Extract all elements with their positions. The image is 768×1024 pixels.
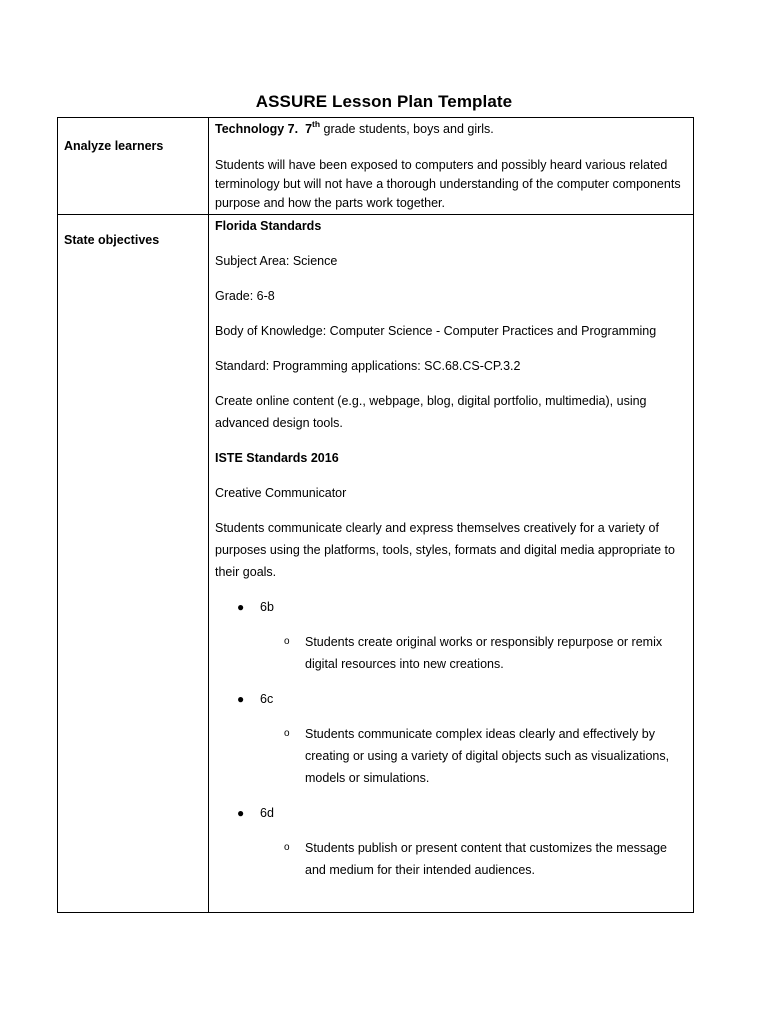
standard-code: Standard: Programming applications: SC.68.CS-CP.3.2 bbox=[215, 359, 521, 373]
list-item bbox=[215, 631, 689, 675]
standard-code-6c: 6c bbox=[260, 692, 274, 706]
list-item bbox=[215, 596, 689, 618]
grade-range: Grade: 6-8 bbox=[215, 289, 275, 303]
list-item bbox=[215, 802, 689, 824]
list-item bbox=[215, 723, 689, 789]
list-item bbox=[215, 837, 689, 881]
standard-code-6b: 6b bbox=[260, 600, 274, 614]
course-line bbox=[215, 120, 689, 139]
bullet-icon: ● bbox=[237, 692, 245, 706]
grade-number: 7 bbox=[305, 122, 313, 136]
body-of-knowledge: Body of Knowledge: Computer Science - Computer Practices and Programming bbox=[215, 324, 657, 338]
florida-standards-heading: Florida Standards bbox=[215, 219, 322, 233]
state-objectives-label: State objectives bbox=[58, 215, 209, 912]
state-objectives-content bbox=[209, 215, 693, 912]
communicator-description: Students communicate clearly and express themselves creatively for a variety of purposes using the platforms, tools, styles, formats and digital media appropriate to their goals. bbox=[215, 521, 675, 579]
circle-bullet-icon: o bbox=[284, 728, 290, 739]
standard-code-6d: 6d bbox=[260, 806, 274, 820]
standard-description-6b: Students create original works or responsibly repurpose or remix digital resources into new creations. bbox=[305, 635, 663, 671]
page-title: ASSURE Lesson Plan Template bbox=[255, 92, 513, 111]
bullet-icon: ● bbox=[237, 806, 245, 820]
create-content-text: Create online content (e.g., webpage, blog, digital portfolio, multimedia), using advanced design tools. bbox=[215, 394, 647, 430]
grade-superscript: th bbox=[312, 119, 321, 129]
grade-description: grade students, boys and girls. bbox=[320, 122, 494, 136]
circle-bullet-icon: o bbox=[284, 842, 290, 853]
state-objectives-row bbox=[58, 215, 693, 912]
analyze-learners-content bbox=[209, 118, 693, 214]
iste-standards-heading: ISTE Standards 2016 bbox=[215, 451, 339, 465]
circle-bullet-icon: o bbox=[284, 636, 290, 647]
standard-description-6c: Students communicate complex ideas clearly and effectively by creating or using a variety of digital objects such as visualizations, models or simulations. bbox=[305, 727, 670, 785]
learners-description: Students will have been exposed to computers and possibly heard various related terminology but will not have a thorough understanding of the computer components purpose and how the parts work together. bbox=[215, 158, 681, 210]
analyze-learners-row bbox=[58, 118, 693, 215]
list-item bbox=[215, 688, 689, 710]
course-name: Technology 7. bbox=[215, 122, 299, 136]
analyze-learners-label: Analyze learners bbox=[58, 118, 209, 214]
lesson-plan-table bbox=[57, 117, 694, 913]
subject-area: Subject Area: Science bbox=[215, 254, 338, 268]
standard-description-6d: Students publish or present content that customizes the message and medium for their intended audiences. bbox=[305, 841, 668, 877]
creative-communicator: Creative Communicator bbox=[215, 486, 347, 500]
bullet-icon: ● bbox=[237, 600, 245, 614]
